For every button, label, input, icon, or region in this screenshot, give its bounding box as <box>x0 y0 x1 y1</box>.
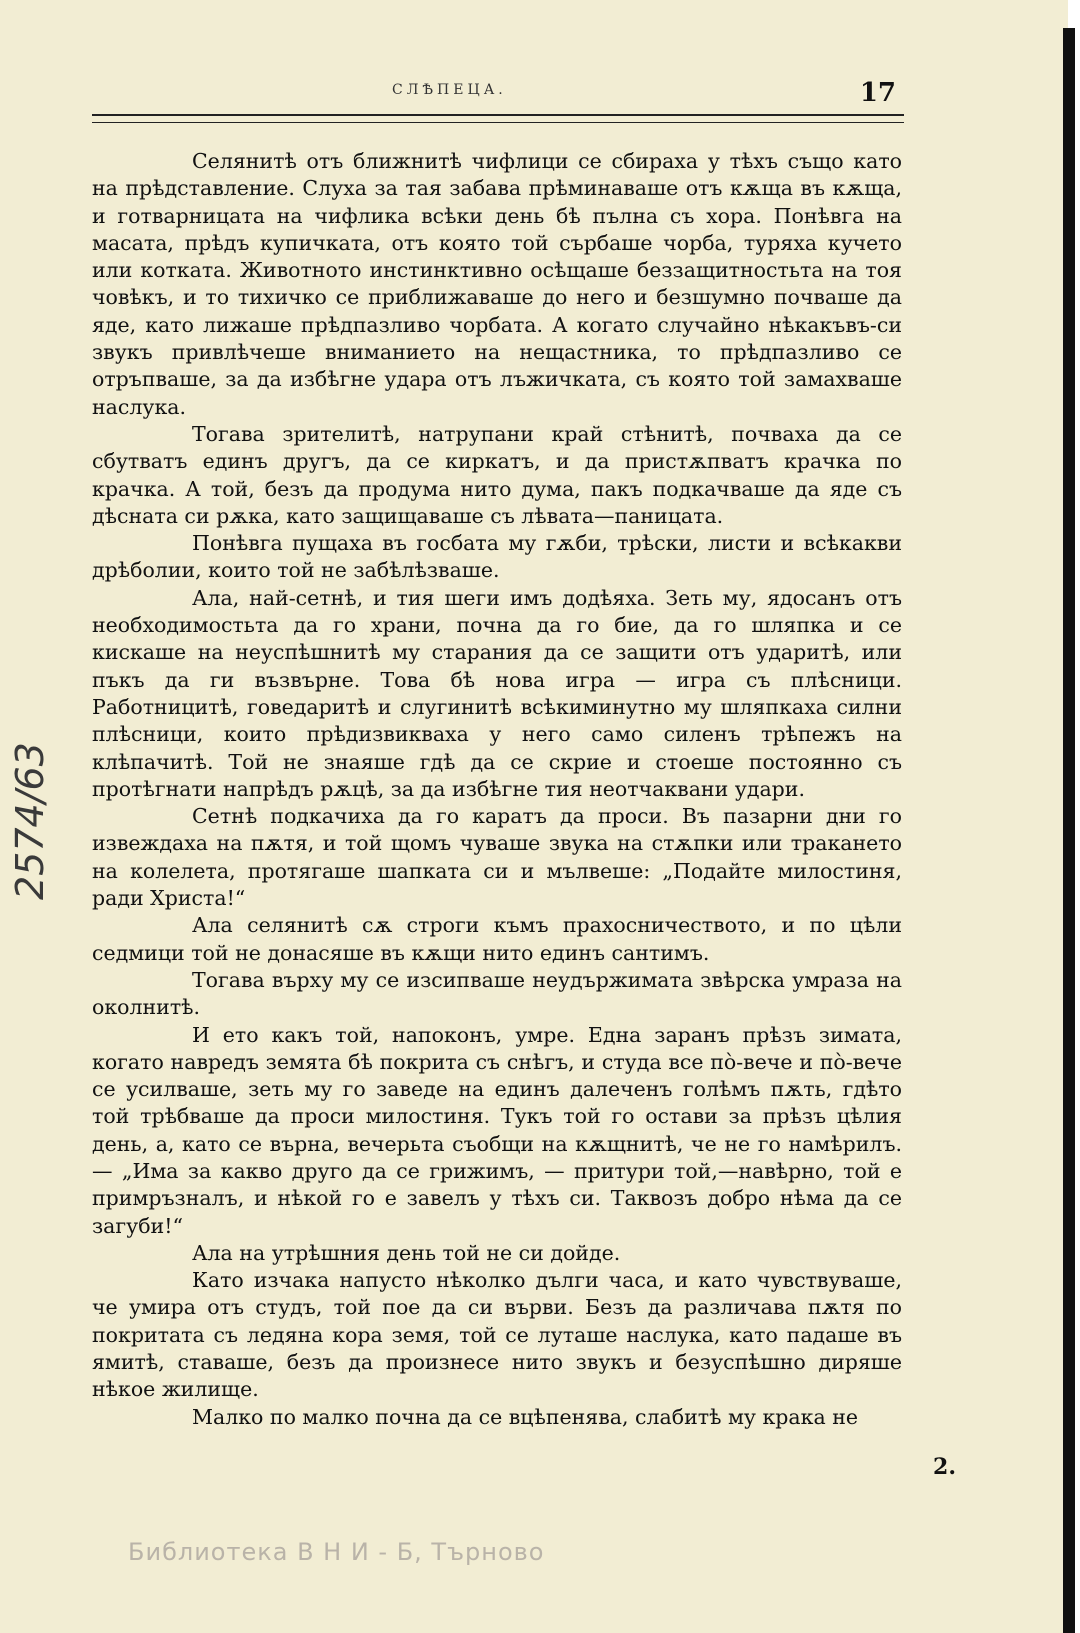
paragraph: Малко по малко почна да се вцѣпенява, слабитѣ му крака не <box>192 1404 858 1429</box>
paragraph: Ала на утрѣшния день той не си дойде. <box>192 1240 621 1265</box>
paragraph: Като изчака напусто нѣколко дълги часа, и като чувствуваше, че умира отъ студъ, той пое да си върви. Безъ да различава пѫтя по покритата съ ледяна кора земя, той се луташе наслука, като падаше въ ямитѣ, ставаше, безъ да произнесе нито звукъ и безуспѣшно диряше нѣкое жилище. <box>92 1268 902 1402</box>
paragraph: Селянитѣ отъ ближнитѣ чифлици се сбираха у тѣхъ също като на прѣдставление. Слуха за тая забава прѣминаваше отъ кѫща въ кѫща, и готварницата на чифлика всѣки день бѣ пълна съ хора. Понѣвга на масата, прѣдъ купичката, отъ която той сърбаше чорба, туряха кучето или котката. Животното инстинктивно осѣщаше беззащитностьта на тоя човѣкъ, и то тихичко се приближаваше до него и безшумно почваше да яде, като лижаше прѣдпазливо чорбата. А когато случайно нѣкакъвъ-си звукъ привлѣчеше вниманието на нещастника, то прѣдпазливо се отръпваше, за да избѣгне удара отъ лъжичката, съ която той замахваше наслука. <box>92 149 902 419</box>
paragraph: Ала, най-сетнѣ, и тия шеги имъ додѣяха. Зеть му, ядосанъ отъ необходимостьта да го храни, почна да го бие, да го шляпка и се кискаше на неуспѣшнитѣ му старания да се защити отъ ударитѣ, или пъкъ да ги възвърне. Това бѣ нова игра — игра съ плѣсници. Работницитѣ, говедаритѣ и слугинитѣ всѣкиминутно му шляпкаха силни плѣсници, които прѣдизвикваха у него само силенъ трѣпежъ на клѣпачитѣ. Той не знаяше гдѣ да се скрие и стоеше постоянно съ протѣгнати напрѣдъ рѫцѣ, за да избѣгне тия неотчаквани удари. <box>92 585 902 801</box>
paragraph: Ала селянитѣ сѫ строги къмъ прахосничеството, и по цѣли седмици той не донасяше въ кѫщи нито единъ сантимъ. <box>92 913 902 965</box>
signature-mark: 2. <box>933 1454 956 1480</box>
paragraph: Тогава върху му се изсипваше неудържимата звѣрска умраза на околнитѣ. <box>92 967 902 1020</box>
header-rule <box>92 114 904 123</box>
page-number: 17 <box>859 78 896 108</box>
page-header <box>92 78 904 112</box>
paragraph: Сетнѣ подкачиха да го каратъ да проси. Въ пазарни дни го извеждаха на пѫтя, и той щомъ чуваше звука на стѫпки или тракането на колелета, протягаше шапката си и мълвеше: „Подайте милостиня, ради Христа!“ <box>92 804 902 911</box>
handwritten-accession-number: 2574/63 <box>8 742 52 900</box>
paragraph: Понѣвга пущаха въ госбата му гѫби, трѣски, листи и всѣкакви дрѣболии, които той не забѣлѣзваше. <box>92 531 902 583</box>
running-title: СЛѢПЕЦА. <box>392 82 507 98</box>
paragraph: И ето какъ той, напоконъ, умре. Една заранъ прѣзъ зимата, когато навредъ земята бѣ покрита съ снѣгъ, и студа все пò-вече и пò-вече се усилваше, зеть му го заведе на единъ далеченъ голѣмъ пѫть, гдѣто той трѣбваше да проси милостиня. Тукъ той го остави за прѣзъ цѣлия день, а, като се върна, вечерьта съобщи на кѫщнитѣ, че не го намѣрилъ. — „Има за какво друго да се грижимъ, — притури той,—навѣрно, той е примръзналъ, и нѣкой го е завелъ у тѣхъ си. Таквозъ добро нѣма да се загуби!“ <box>92 1022 902 1238</box>
library-stamp: Библиотека В Н И - Б, Търново <box>128 1538 545 1566</box>
page-edge-shadow <box>1063 28 1075 1633</box>
body-text <box>92 148 902 1431</box>
paragraph: Тогава зрителитѣ, натрупани край стѣнитѣ, почваха да се сбутватъ единъ другъ, да се киркатъ, и да пристѫпватъ крачка по крачка. А той, безъ да продума нито дума, пакъ подкачваше да яде съ дѣсната си рѫка, като защищаваше съ лѣвата—паницата. <box>92 421 902 528</box>
